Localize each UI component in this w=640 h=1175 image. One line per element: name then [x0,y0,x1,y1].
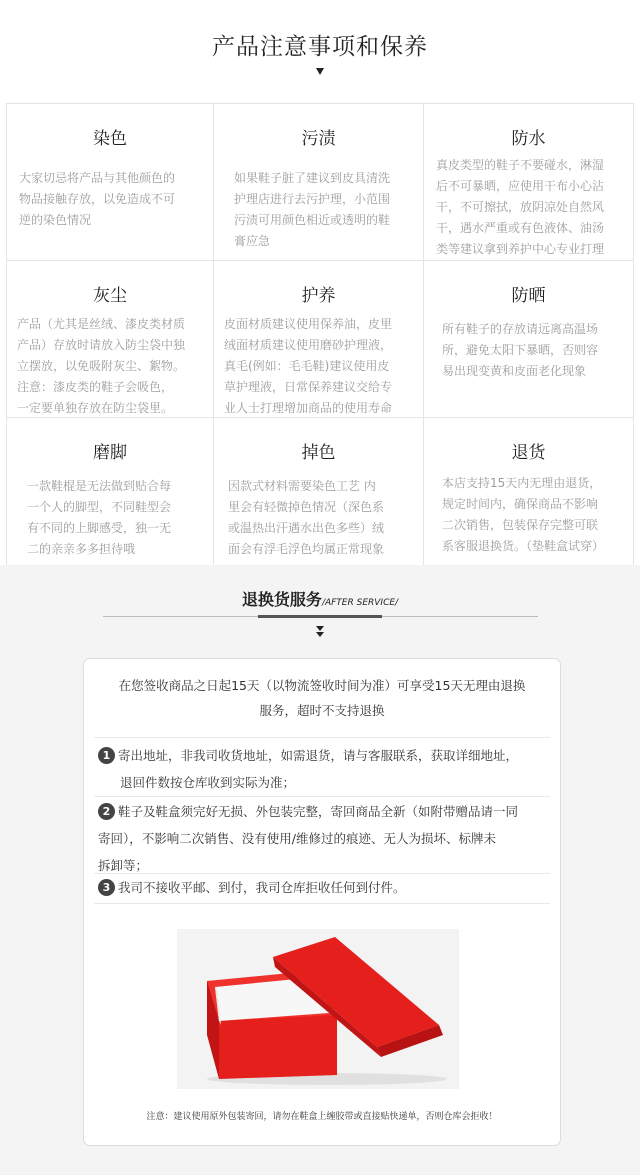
care-item-text: 真皮类型的鞋子不要碰水，淋湿 后不可暴晒，应使用干布小心沾 干，不可擦拭，放阴凉处自然风 干，遇水严重或有色液体、油汤 类等建议拿到养护中心专业打理 [436,158,605,256]
heading-underline [258,615,382,618]
number-badge: 1 [98,747,115,764]
care-item-title: 污渍 [301,129,336,149]
number-badge: 2 [98,803,115,820]
care-item-returns [424,418,634,565]
care-item-text: 如果鞋子脏了建议到皮具清洗 护理店进行去污护理，小范围 污渍可用颜色相近或透明的鞋 膏应急 [234,171,391,248]
care-item-text: 因款式材料需要染色工艺 内 里会有轻微掉色情况（深色系 或温热出汗遇水出色多些）绒 面会有浮毛浮色均属正常现象 [228,479,385,556]
care-item-fit [6,418,214,565]
care-item-text: 一款鞋棍是无法做到贴合每 一个人的脚型，不同鞋型会 有不同的上脚感受，独一无 二的亲亲多多担待哦 [27,479,172,556]
service-intro: 在您签收商品之日起15天（以物流签收时间为准）可享受15天无理由退换 服务，超时不支持退换 [118,678,526,718]
care-title: 产品注意事项和保养 [212,34,428,60]
care-item-text: 皮面材质建议使用保养油，皮里 绒面材质建议使用磨砂护理液， 真毛(例如：毛毛鞋)建议使用皮 草护理液，日常保养建议交给专 业人士打理增加商品的使用寿命 [224,317,393,415]
care-item-title: 染色 [93,129,127,149]
care-item-title: 防晒 [511,286,546,306]
after-service-section [0,565,640,1175]
care-item-stains [214,103,424,261]
care-item-text: 大家切忌将产品与其他颜色的 物品接触存放，以免造成不可 逆的染色情况 [19,171,176,227]
service-subtitle: /AFTER SERVICE/ [321,598,399,608]
service-title: 退换货服务 [241,590,322,609]
care-item-text: 所有鞋子的存放请远离高温场 所，避免太阳下暴晒，否则容 易出现变黄和皮面老化现象 [442,322,599,378]
shoe-box-image [177,929,459,1089]
care-item-title: 退货 [511,443,546,463]
rule-item-1: 1 寄出地址，非我司收货地址，如需退货，请与客服联系，获取详细地址， 退回件数按仓库收到实际为准； [98,742,550,796]
care-item-sun [424,261,634,418]
triangle-down-icon [316,68,324,75]
care-item-dust [6,261,214,418]
service-heading [0,587,640,610]
care-item-title: 防水 [511,129,546,149]
divider [94,737,550,738]
divider [94,903,550,904]
care-item-waterproof [424,103,634,261]
service-note: 注意：建议使用原外包装寄回，请勿在鞋盒上缠胶带或直接贴快递单，否则仓库会拒收！ [146,1112,498,1122]
divider [94,796,550,797]
double-chevron-down-icon [316,626,324,640]
rule-item-2: 2 鞋子及鞋盒须完好无损、外包装完整，寄回商品全新（如附带赠品请一同 寄回），不影响二次销售、没有使用/维修过的痕迹、无人为损坏、标牌未 拆卸等； [98,804,519,873]
care-item-text: 产品（尤其是丝绒、漆皮类材质 产品）存放时请放入防尘袋中独 立摆放，以免吸附灰尘、絮物。 注意：漆皮类的鞋子会吸色， 一定要单独存放在防尘袋里。 [17,317,186,415]
care-item-maintenance [214,261,424,418]
service-card [83,658,561,1146]
care-item-title: 灰尘 [93,286,127,306]
care-item-fading [214,418,424,565]
number-badge: 3 [98,879,115,896]
care-item-title: 磨脚 [93,443,127,463]
rule-item-3: 3 我司不接收平邮、到付，我司仓库拒收任何到付件。 [98,874,550,901]
care-item-dyeing [6,103,214,261]
care-item-title: 掉色 [301,443,336,463]
care-grid [6,103,634,565]
care-item-title: 护养 [301,286,336,306]
red-shoe-box-icon [177,929,459,1089]
care-section [0,0,640,565]
care-item-text: 本店支持15天内无理由退货， 规定时间内，确保商品不影响 二次销售，包装保存完整可联 系客服退换货。（垫鞋盒试穿） [442,476,605,553]
